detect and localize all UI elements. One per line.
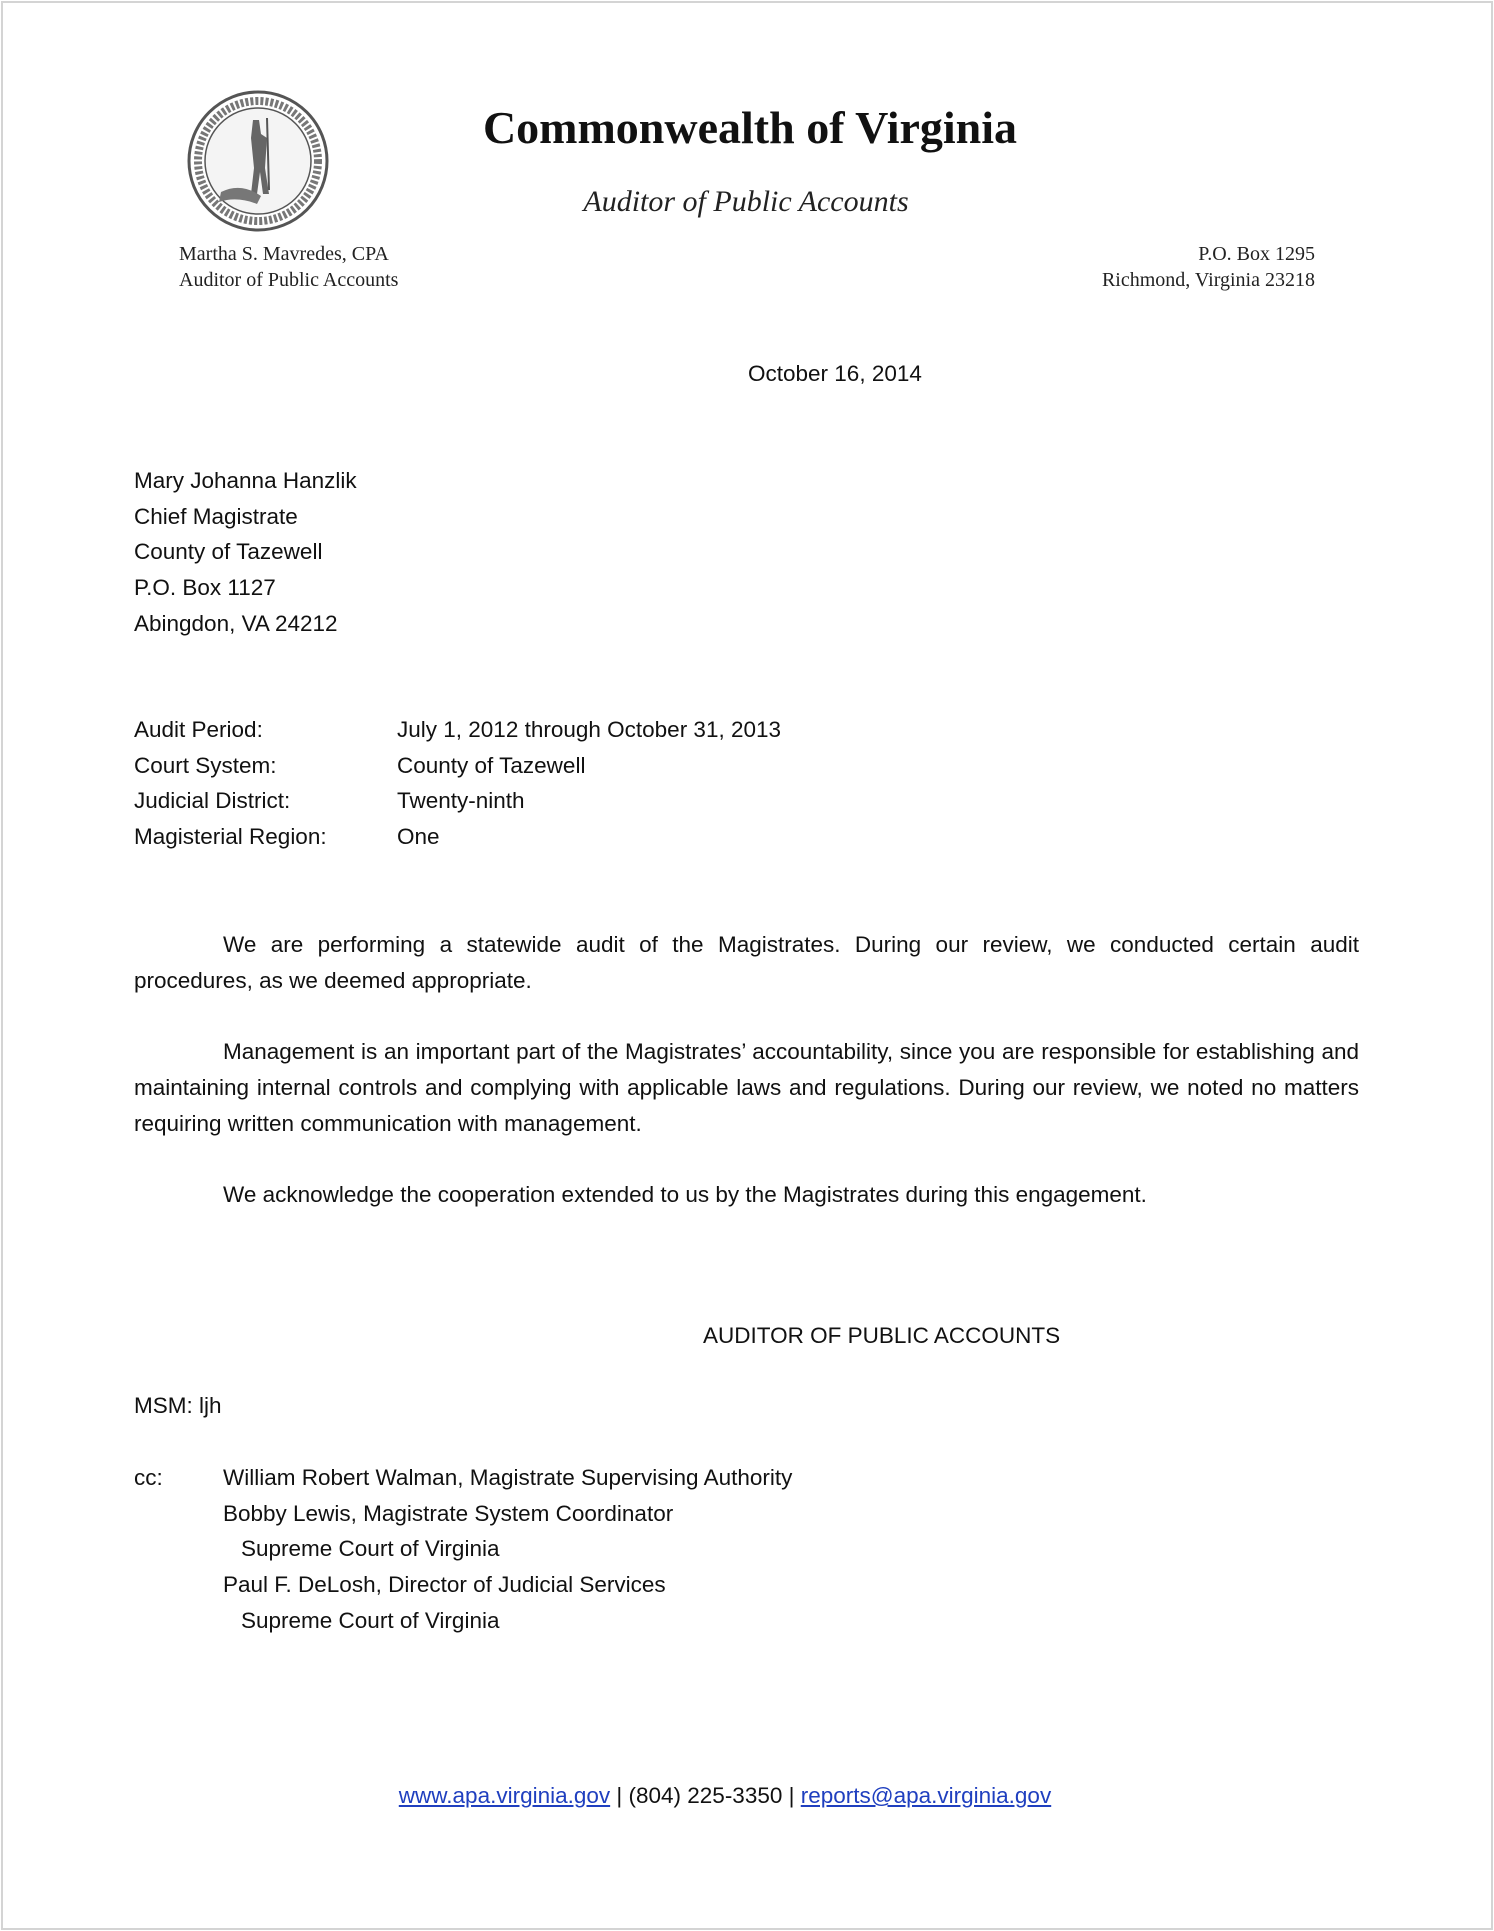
city-state: Richmond, Virginia 23218 (1101, 269, 1315, 291)
recipient-line: County of Tazewell (134, 539, 323, 565)
office-address-block (1102, 241, 1315, 293)
audit-value: One (397, 824, 440, 850)
letter-body (134, 927, 1359, 1248)
body-paragraph: We are performing a statewide audit of the Magistrates. During our review, we conducted certain audit procedures, as we deemed appropriate. (134, 932, 1359, 993)
audit-label: Court System: (134, 752, 277, 778)
footer (0, 1778, 1450, 1814)
auditor-title: Auditor of Public Accounts (179, 269, 399, 291)
recipient-address (134, 463, 357, 642)
cc-recipient: Bobby Lewis, Magistrate System Coordinator (223, 1500, 674, 1526)
virginia-seal-icon (187, 90, 329, 232)
cc-recipient-org: Supreme Court of Virginia (241, 1607, 500, 1633)
auditor-name-block (179, 241, 398, 293)
separator: | (782, 1783, 801, 1808)
recipient-line: Abingdon, VA 24212 (134, 610, 338, 636)
body-paragraph: We acknowledge the cooperation extended to us by the Magistrates during this engagement. (223, 1181, 1147, 1207)
cc-recipient: William Robert Walman, Magistrate Supervising Authority (223, 1465, 793, 1490)
phone-number: (804) 225-3350 (628, 1783, 783, 1808)
auditor-name: Martha S. Mavredes, CPA (179, 243, 389, 265)
cc-recipients (223, 1460, 792, 1639)
recipient-line: Mary Johanna Hanzlik (134, 468, 357, 493)
separator: | (610, 1783, 629, 1808)
audit-value: Twenty-ninth (397, 788, 525, 814)
audit-row (134, 712, 781, 748)
recipient-line: Chief Magistrate (134, 503, 298, 529)
audit-value: County of Tazewell (397, 752, 586, 778)
audit-info (134, 712, 781, 855)
letter-date: October 16, 2014 (748, 361, 922, 386)
initials: MSM: ljh (134, 1393, 222, 1418)
audit-label: Magisterial Region: (134, 824, 327, 850)
audit-value: July 1, 2012 through October 31, 2013 (397, 717, 782, 742)
body-paragraph: Management is an important part of the Magistrates’ accountability, since you are responsible for establishing and maintaining internal controls and complying with applicable laws and regulations. During our review, we noted no matters requiring written communication with management. (134, 1039, 1359, 1136)
cc-recipient: Paul F. DeLosh, Director of Judicial Services (223, 1572, 666, 1598)
audit-label: Audit Period: (134, 717, 263, 742)
recipient-line: P.O. Box 1127 (134, 575, 276, 601)
letterhead-title: Commonwealth of Virginia (482, 102, 1018, 153)
audit-label: Judicial District: (134, 788, 291, 814)
website-link[interactable]: www.apa.virginia.gov (398, 1783, 611, 1808)
letterhead-subtitle: Auditor of Public Accounts (583, 185, 909, 218)
signature-block: AUDITOR OF PUBLIC ACCOUNTS (703, 1323, 1061, 1348)
audit-row (134, 819, 781, 855)
audit-row (134, 783, 781, 819)
po-box: P.O. Box 1295 (1198, 243, 1315, 265)
audit-row (134, 748, 781, 784)
cc-label: cc: (134, 1465, 163, 1490)
cc-recipient-org: Supreme Court of Virginia (241, 1536, 500, 1562)
email-link[interactable]: reports@apa.virginia.gov (800, 1783, 1052, 1808)
